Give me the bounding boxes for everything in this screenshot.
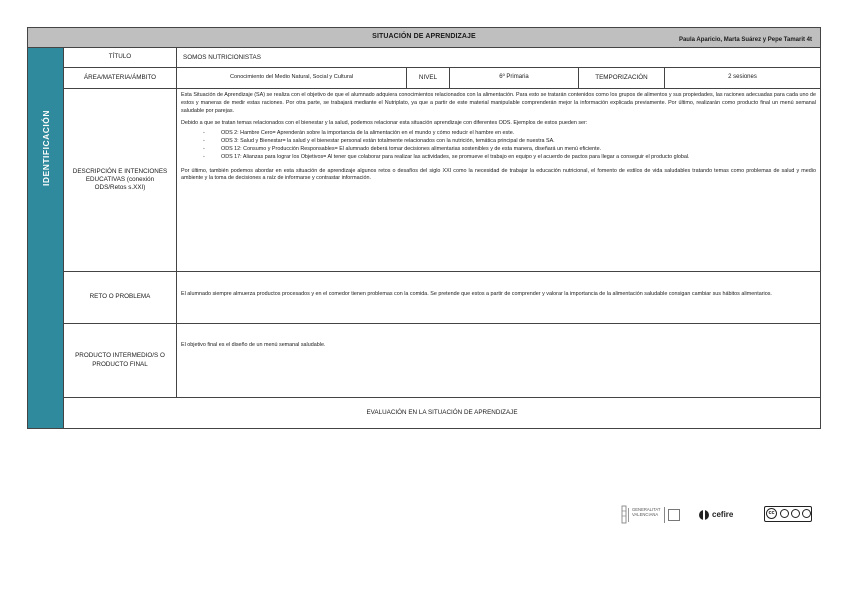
- titulo-value: SOMOS NUTRICIONISTAS: [177, 48, 820, 68]
- by-icon: [780, 509, 789, 518]
- generalitat-logo: [620, 503, 688, 529]
- ods-item: - ODS 17: Alianzas para lograr los Objetivos= Al tener que colaborar para realizar las actividades, se promueve el trabajo en equipo y el acuerdo de pactos para llegar a conseguir el producto global.: [203, 154, 816, 162]
- reto-label: RETO O PROBLEMA: [64, 272, 177, 324]
- generalitat-line-1: GENERALITAT: [632, 507, 661, 512]
- learning-situation-sheet: [27, 27, 821, 429]
- ods-item: - ODS 12: Consumo y Producción Responsables= El alumnado deberá tomar decisiones alimentarias sostenibles y de esta manera, diseñará un menú eficiente.: [203, 146, 816, 154]
- descripcion-value: [177, 89, 820, 272]
- identificacion-label: IDENTIFICACIÓN: [40, 110, 51, 186]
- producto-value: El objetivo final es el diseño de un menú semanal saludable.: [177, 324, 820, 398]
- titulo-label: TÍTULO: [64, 48, 177, 68]
- descripcion-paragraph-2: Debido a que se tratan temas relacionados con el bienestar y la salud, podemos relacionar esta situación aprendizaje con diferentes ODS. Ejemplos de estos pueden ser:: [181, 120, 588, 127]
- evaluacion-header: EVALUACIÓN EN LA SITUACIÓN DE APRENDIZAJE: [366, 408, 518, 416]
- cc-icon: cc: [766, 508, 777, 519]
- cefire-text: cefire: [712, 510, 734, 519]
- reto-value: El alumnado siempre almuerza productos procesados y en el comedor tienen problemas con la comida. Se pretende que estos a partir de comprender y valorar la importancia de la alimentación saludable consigan cambiar sus hábitos alimentarios.: [177, 272, 820, 324]
- producto-label: PRODUCTO INTERMEDIO/S O PRODUCTO FINAL: [64, 324, 177, 398]
- cefire-logo: [698, 508, 740, 524]
- generalitat-line-2: VALENCIANA: [632, 512, 659, 518]
- sidebar-section-label: [28, 48, 64, 428]
- area-value: Conocimiento del Medio Natural, Social y Cultural: [177, 68, 407, 89]
- ods-item: - ODS 2: Hambre Cero= Aprenderán sobre la importancia de la alimentación en el mundo y cómo reducir el hambre en este.: [203, 130, 816, 138]
- header-bar: [28, 28, 820, 48]
- sa-icon: [802, 509, 811, 518]
- authors: Paula Aparicio, Marta Suárez y Pepe Tamarit 4t: [678, 37, 812, 43]
- ods-list: [181, 130, 816, 161]
- descripcion-paragraph-3: Por último, también podemos abordar en esta situación de aprendizaje algunos retos o desafíos del siglo XXI como la necesidad de trabajar la educación nutricional, el fomento de estilos de vida saludables tratando temas como problemas de salud y medio ambiente y la toma de decisiones a raíz de informarse y contrastar información.: [181, 167, 816, 182]
- ods-item: - ODS 3: Salud y Bienestar= la salud y el bienestar personal están totalmente relacionados con la nutrición, temática principal de nuestra SA.: [203, 138, 816, 146]
- nc-icon: [791, 509, 800, 518]
- temporizacion-value: 2 sesiones: [665, 68, 820, 89]
- temporizacion-label: TEMPORIZACIÓN: [579, 68, 665, 89]
- descripcion-label: DESCRIPCIÓN E INTENCIONES EDUCATIVAS (conexión ODS/Retos s.XXI): [64, 89, 177, 272]
- page-title: SITUACIÓN DE APRENDIZAJE: [372, 33, 476, 40]
- area-label: ÁREA/MATERIA/ÁMBITO: [64, 68, 177, 89]
- nivel-value: 6º Primaria: [450, 68, 579, 89]
- creative-commons-badge: [764, 506, 814, 524]
- nivel-label: NIVEL: [407, 68, 450, 89]
- descripcion-paragraph-1: Esta Situación de Aprendizaje (SA) se realiza con el objetivo de que el alumnado adquiera conocimientos relacionados con la alimentación. Para esto se tratarán contenidos como los grupos de alimentos y sus propiedades, las raciones adecuadas para cada uno de estos y maneras de medir estas raciones. Por otra parte, se trabajará mediante el Nutriplato, ya que a partir de este material manipulable comprenderán mejor la información explicada previamente. Por último, realizarán como producto final un menú semanal saludable por parejas.: [181, 92, 816, 114]
